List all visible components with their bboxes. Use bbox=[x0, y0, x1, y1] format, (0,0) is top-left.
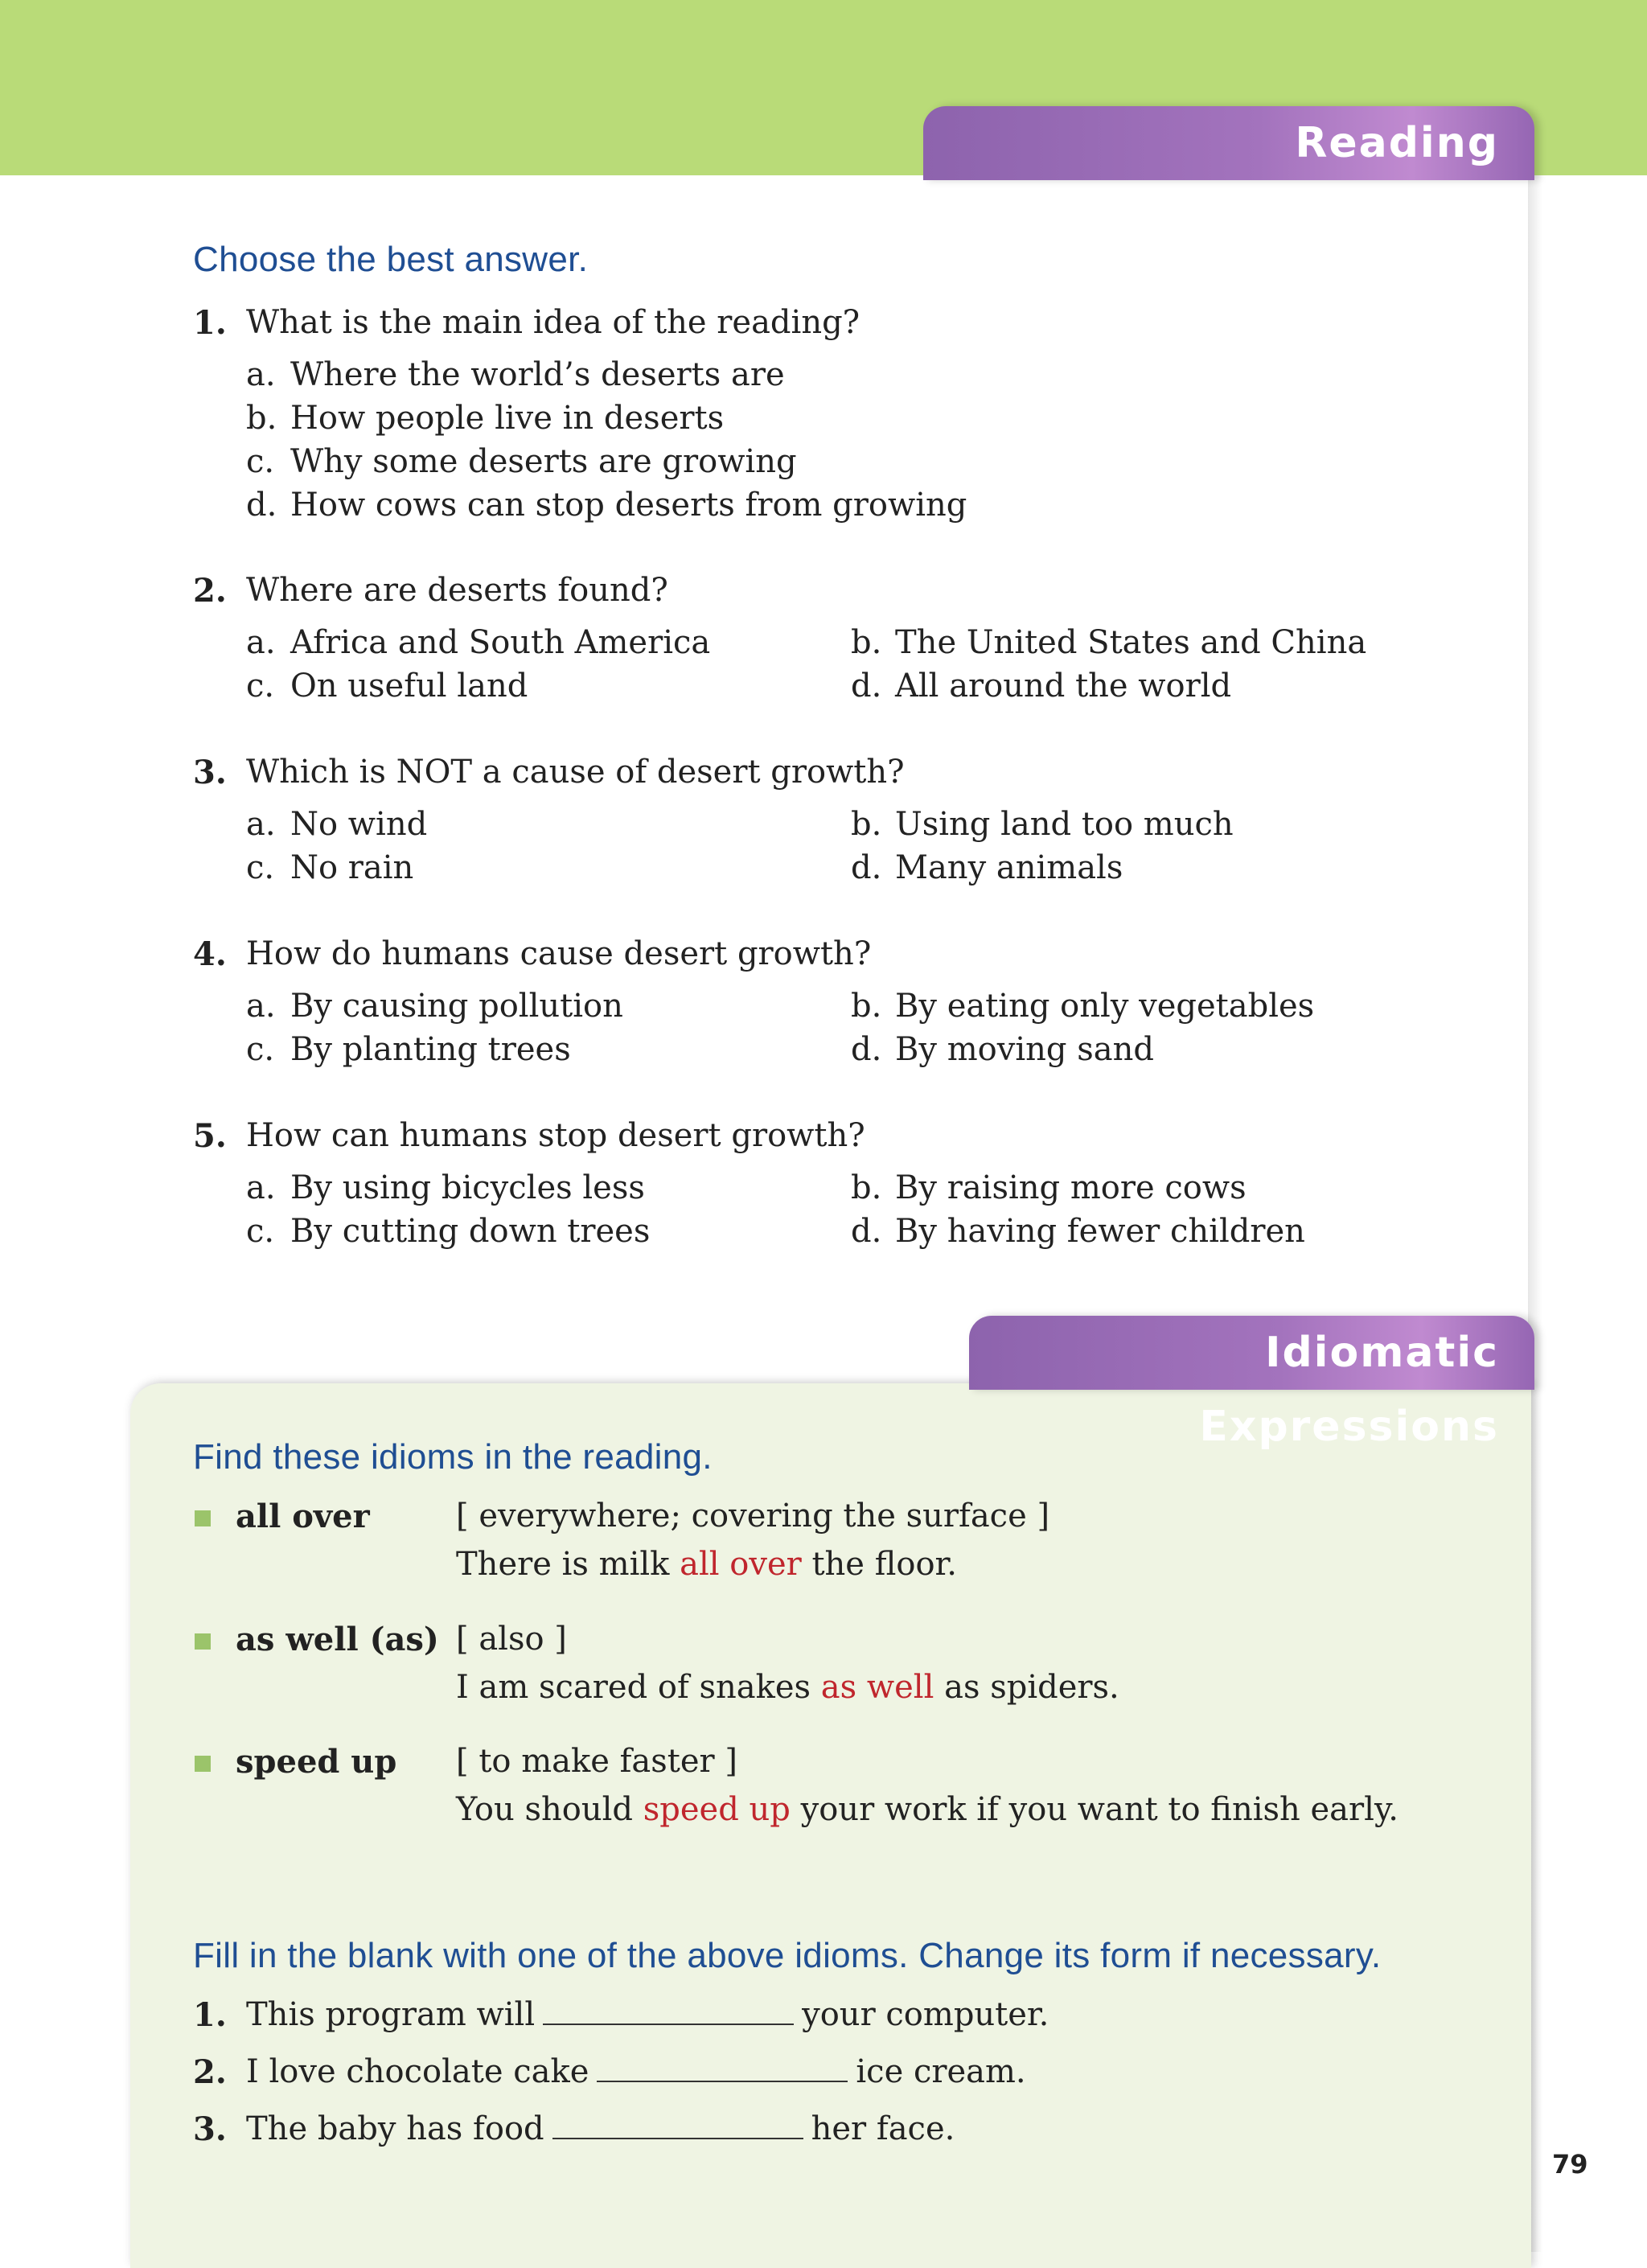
question-text: Which is NOT a cause of desert growth? bbox=[246, 754, 905, 791]
question-number: 5. bbox=[193, 1117, 227, 1155]
option-b[interactable] bbox=[851, 988, 1314, 1025]
example-highlight: all over bbox=[680, 1546, 802, 1583]
option-letter: d. bbox=[851, 1031, 882, 1068]
fill-text: This program will bbox=[246, 1996, 536, 2033]
example-text: There is milk bbox=[456, 1546, 680, 1583]
question-text: Where are deserts found? bbox=[246, 572, 668, 609]
square-bullet-icon bbox=[195, 1633, 211, 1650]
option-letter: a. bbox=[246, 806, 276, 843]
example-text: the floor. bbox=[801, 1546, 957, 1583]
fill-sentence bbox=[246, 2053, 1026, 2090]
option-b[interactable] bbox=[246, 400, 724, 437]
question-number: 4. bbox=[193, 935, 227, 973]
example-text: as spiders. bbox=[934, 1669, 1119, 1706]
option-d[interactable] bbox=[246, 487, 967, 524]
option-text: Using land too much bbox=[895, 806, 1234, 843]
question-number: 2. bbox=[193, 572, 227, 610]
idiom-definition: [ also ] bbox=[456, 1621, 567, 1658]
option-text: How people live in deserts bbox=[290, 400, 725, 437]
option-text: How cows can stop deserts from growing bbox=[290, 487, 967, 524]
example-highlight: speed up bbox=[643, 1791, 791, 1828]
question-number: 1. bbox=[193, 304, 227, 342]
answer-blank[interactable] bbox=[597, 2053, 848, 2082]
option-letter: c. bbox=[246, 668, 275, 705]
option-text: All around the world bbox=[895, 668, 1232, 705]
option-b[interactable] bbox=[851, 806, 1234, 843]
answer-blank[interactable] bbox=[552, 2110, 803, 2139]
option-c[interactable] bbox=[246, 1031, 571, 1068]
idiom-example bbox=[456, 1791, 1399, 1828]
option-c[interactable] bbox=[246, 849, 413, 886]
idiom-term: as well (as) bbox=[236, 1621, 439, 1658]
option-text: By eating only vegetables bbox=[895, 988, 1315, 1025]
option-a[interactable] bbox=[246, 806, 427, 843]
idiom-example bbox=[456, 1669, 1119, 1706]
option-letter: a. bbox=[246, 988, 276, 1025]
option-d[interactable] bbox=[851, 849, 1123, 886]
option-letter: d. bbox=[851, 1213, 882, 1250]
section-tab-reading-comprehension: Reading Comprehension bbox=[923, 106, 1534, 180]
option-letter: c. bbox=[246, 443, 275, 480]
option-text: Where the world’s deserts are bbox=[290, 356, 785, 393]
square-bullet-icon bbox=[195, 1756, 211, 1772]
option-letter: c. bbox=[246, 1031, 275, 1068]
option-letter: c. bbox=[246, 849, 275, 886]
fill-number: 3. bbox=[193, 2110, 227, 2148]
fill-text: your computer. bbox=[802, 1996, 1049, 2033]
option-letter: b. bbox=[851, 1169, 882, 1206]
option-a[interactable] bbox=[246, 624, 710, 661]
option-text: By moving sand bbox=[895, 1031, 1154, 1068]
option-b[interactable] bbox=[851, 1169, 1247, 1206]
example-highlight: as well bbox=[820, 1669, 934, 1706]
option-a[interactable] bbox=[246, 988, 623, 1025]
idiom-example bbox=[456, 1546, 957, 1583]
option-letter: d. bbox=[851, 668, 882, 705]
instruction-heading: Choose the best answer. bbox=[193, 240, 589, 279]
fill-instruction-heading: Fill in the blank with one of the above idioms. Change its form if necessary. bbox=[193, 1936, 1382, 1975]
idiom-term: all over bbox=[236, 1498, 370, 1535]
option-text: No rain bbox=[290, 849, 414, 886]
option-text: No wind bbox=[290, 806, 428, 843]
idiom-definition: [ to make faster ] bbox=[456, 1743, 737, 1780]
option-text: By having fewer children bbox=[895, 1213, 1305, 1250]
option-letter: b. bbox=[246, 400, 277, 437]
option-a[interactable] bbox=[246, 1169, 645, 1206]
option-text: By using bicycles less bbox=[290, 1169, 645, 1206]
fill-text: ice cream. bbox=[856, 2053, 1026, 2090]
fill-sentence bbox=[246, 1996, 1049, 2033]
option-text: By cutting down trees bbox=[290, 1213, 651, 1250]
question-text: How can humans stop desert growth? bbox=[246, 1117, 865, 1154]
idioms-instruction-heading: Find these idioms in the reading. bbox=[193, 1437, 713, 1477]
option-text: The United States and China bbox=[895, 624, 1367, 661]
question-text: What is the main idea of the reading? bbox=[246, 304, 860, 341]
option-letter: d. bbox=[246, 487, 277, 524]
option-c[interactable] bbox=[246, 443, 797, 480]
option-text: Africa and South America bbox=[290, 624, 711, 661]
example-text: your work if you want to finish early. bbox=[790, 1791, 1399, 1828]
option-letter: b. bbox=[851, 624, 882, 661]
option-d[interactable] bbox=[851, 1213, 1305, 1250]
option-c[interactable] bbox=[246, 668, 528, 705]
option-text: Many animals bbox=[895, 849, 1123, 886]
option-letter: b. bbox=[851, 806, 882, 843]
option-text: By planting trees bbox=[290, 1031, 571, 1068]
option-text: On useful land bbox=[290, 668, 528, 705]
idiom-definition: [ everywhere; covering the surface ] bbox=[456, 1498, 1050, 1535]
option-letter: a. bbox=[246, 624, 276, 661]
section-tab-idiomatic-expressions: Idiomatic Expressions bbox=[969, 1316, 1534, 1390]
option-text: By raising more cows bbox=[895, 1169, 1247, 1206]
fill-text: her face. bbox=[811, 2110, 955, 2147]
answer-blank[interactable] bbox=[543, 1996, 794, 2025]
fill-number: 1. bbox=[193, 1996, 227, 2034]
fill-number: 2. bbox=[193, 2053, 227, 2091]
option-b[interactable] bbox=[851, 624, 1366, 661]
option-d[interactable] bbox=[851, 668, 1231, 705]
fill-text: The baby has food bbox=[246, 2110, 544, 2147]
example-text: I am scared of snakes bbox=[456, 1669, 821, 1706]
option-a[interactable] bbox=[246, 356, 785, 393]
option-text: By causing pollution bbox=[290, 988, 623, 1025]
fill-sentence bbox=[246, 2110, 955, 2147]
square-bullet-icon bbox=[195, 1510, 211, 1526]
fill-text: I love chocolate cake bbox=[246, 2053, 589, 2090]
page-number: 79 bbox=[1552, 2149, 1588, 2180]
option-letter: b. bbox=[851, 988, 882, 1025]
option-letter: c. bbox=[246, 1213, 275, 1250]
question-text: How do humans cause desert growth? bbox=[246, 935, 872, 972]
option-text: Why some deserts are growing bbox=[290, 443, 797, 480]
option-c[interactable] bbox=[246, 1213, 650, 1250]
option-letter: a. bbox=[246, 356, 276, 393]
example-text: You should bbox=[456, 1791, 643, 1828]
question-number: 3. bbox=[193, 754, 227, 791]
idiom-term: speed up bbox=[236, 1743, 397, 1781]
option-letter: a. bbox=[246, 1169, 276, 1206]
option-d[interactable] bbox=[851, 1031, 1154, 1068]
option-letter: d. bbox=[851, 849, 882, 886]
